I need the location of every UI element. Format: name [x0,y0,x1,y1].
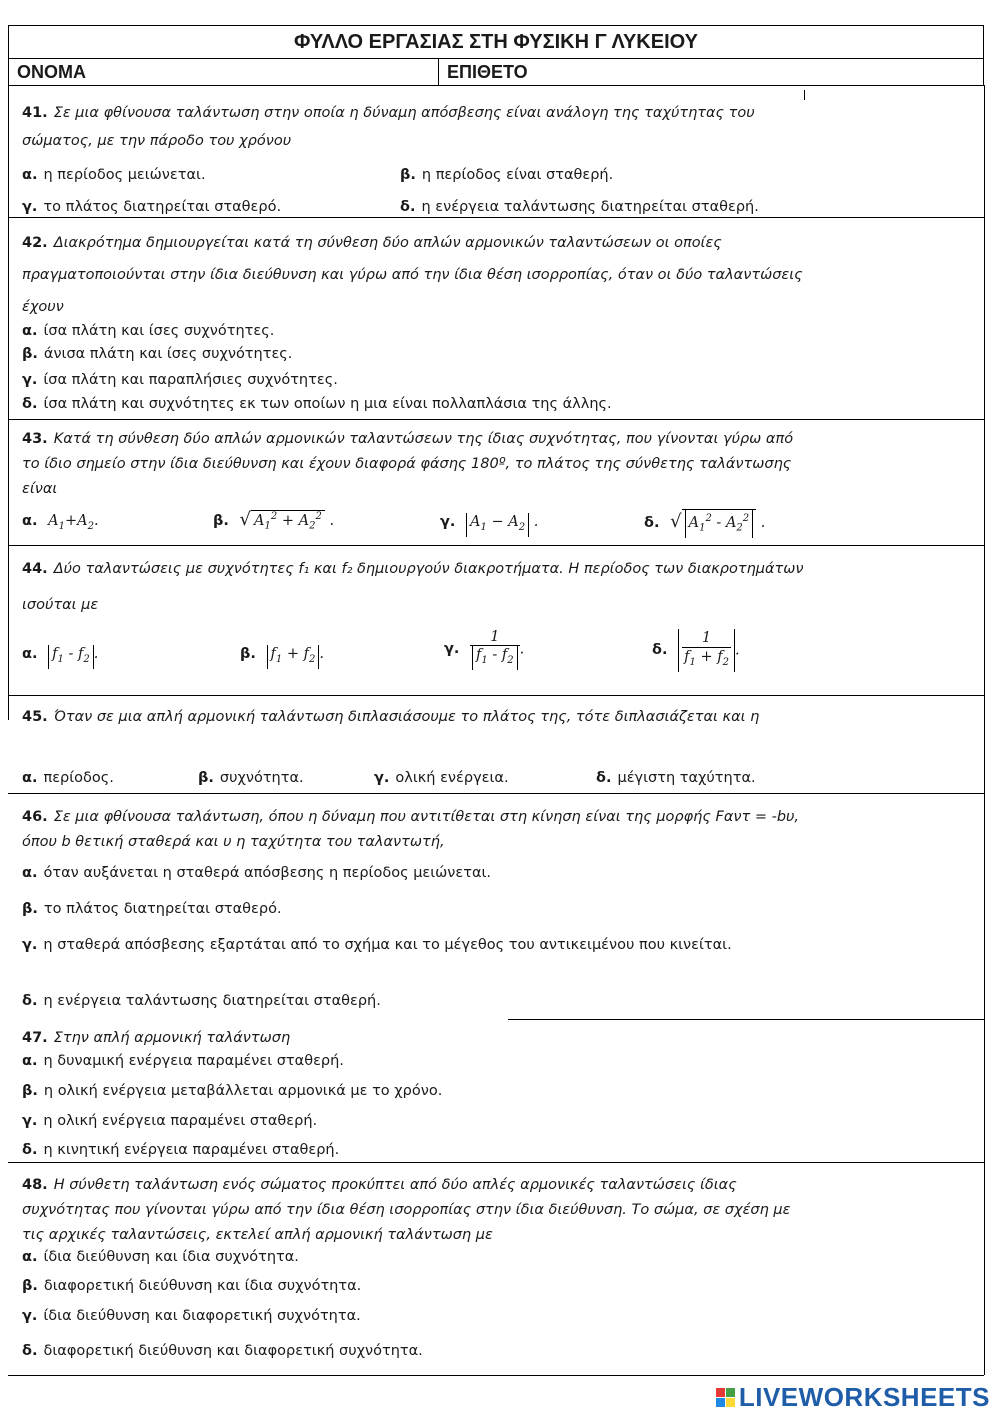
name-row [8,58,984,86]
q44-option-a[interactable]: α. $f_1 - f_2$ . [22,645,98,669]
q44-option-b[interactable]: β. $f_1 + f_2$ . [240,645,324,669]
left-border [8,85,9,720]
worksheet-title: ΦΥΛΛΟ ΕΡΓΑΣΙΑΣ ΣΤΗ ΦΥΣΙΚΗ Γ ΛΥΚΕΙΟΥ [8,25,984,59]
q48-option-c[interactable]: γ. ίδια διεύθυνση και διαφορετική συχνότητα. [22,1308,361,1324]
q43-b-formula: √ $A_1^2 + A_2^2$ . [239,509,335,532]
q46-option-d[interactable]: δ. η ενέργεια ταλάντωσης διατηρείται σταθερή. [22,993,381,1009]
q45-option-d[interactable]: δ. μέγιστη ταχύτητα. [596,770,756,786]
q45-option-a[interactable]: α. περίοδος. [22,770,114,786]
q48-option-a[interactable]: α. ίδια διεύθυνση και ίδια συχνότητα. [22,1249,299,1265]
question-41-stem: 41. Σε μια φθίνουσα ταλάντωση στην οποία η δύναμη απόσβεσης είναι ανάλογη της ταχύτητας του σώματος, με την πάροδο του χρόνου [22,105,755,149]
q43-option-c[interactable]: γ. $A_1 - A_2$ . [440,513,538,537]
q43-option-d[interactable]: δ. √ $A_1^2 - A_2^2$ . [644,509,765,538]
question-45-stem: 45. Όταν σε μια απλή αρμονική ταλάντωση διπλασιάσουμε το πλάτος της, τότε διπλασιάζεται και η [22,709,760,725]
q47-option-d[interactable]: δ. η κινητική ενέργεια παραμένει σταθερή. [22,1142,340,1158]
q48-option-d[interactable]: δ. διαφορετική διεύθυνση και διαφορετική συχνότητα. [22,1343,423,1359]
q45-option-b[interactable]: β. συχνότητα. [198,770,304,786]
q43-c-formula: $A_1 - A_2$ . [466,514,538,530]
q47-option-c[interactable]: γ. η ολική ενέργεια παραμένει σταθερή. [22,1113,318,1129]
q44-option-c[interactable]: γ. $\frac{1}{f_1 - f_2}$ . [444,629,524,670]
liveworksheets-brand [716,1382,990,1413]
q43-option-b[interactable]: β. √ $A_1^2 + A_2^2$ . [213,509,335,532]
liveworksheets-logo-icon [716,1388,735,1407]
question-47-stem: 47. Στην απλή αρμονική ταλάντωση [22,1030,291,1046]
q47-option-b[interactable]: β. η ολική ενέργεια μεταβάλλεται αρμονικά με το χρόνο. [22,1083,443,1099]
q44-option-d[interactable]: δ. $\frac{1}{f_1 + f_2}$ . [652,629,740,672]
q43-a-formula: $A_1+A_2$. [48,513,99,532]
q44-d-formula: $\frac{1}{f_1 + f_2}$ [678,629,735,672]
surname-field-label: ΕΠΙΘΕΤΟ [447,62,528,82]
divider-43 [8,545,984,546]
q47-option-a[interactable]: α. η δυναμική ενέργεια παραμένει σταθερή. [22,1053,344,1069]
q46-option-c[interactable]: γ. η σταθερά απόσβεσης εξαρτάται από το σχήμα και το μέγεθος του αντικειμένου που κινείται. [22,937,732,953]
q42-option-d[interactable]: δ. ίσα πλάτη και συχνότητες εκ των οποίων η μια είναι πολλαπλάσια της άλλης. [22,396,612,412]
q42-option-b[interactable]: β. άνισα πλάτη και ίσες συχνότητες. [22,346,293,362]
radical-symbol: √ [239,509,251,530]
question-48-stem: 48. Η σύνθετη ταλάντωση ενός σώματος προκύπτει από δύο απλές αρμονικές ταλαντώσεις ίδιας συχνότητας που γίνονται γύρω από την ίδια θέση ισορροπίας στην ίδια διεύθυνση. Το σώμα, σε σχέση με τις αρχικές ταλαντώσεις, εκτελεί απλή αρμονική ταλάντωση με [22,1177,791,1243]
name-field-label: ΟΝΟΜΑ [9,59,439,85]
q44-c-formula: $\frac{1}{f_1 - f_2}$ [470,629,520,670]
divider-47 [8,1162,984,1163]
q46-option-a[interactable]: α. όταν αυξάνεται η σταθερά απόσβεσης η περίοδος μειώνεται. [22,865,492,881]
divider-41 [8,217,984,218]
q41-option-b[interactable]: β. η περίοδος είναι σταθερή. [400,167,614,183]
radical-symbol: √ [670,510,682,532]
divider-42 [8,419,984,420]
q42-option-a[interactable]: α. ίσα πλάτη και ίσες συχνότητες. [22,323,275,339]
bottom-border [8,1375,984,1376]
question-46-stem: 46. Σε μια φθίνουσα ταλάντωση, όπου η δύναμη που αντιτίθεται στη κίνηση είναι της μορφής Fαντ = -bυ, όπου b θετική σταθερά και υ η ταχύτητα του ταλαντωτή, [22,809,800,850]
right-border [984,85,985,1375]
q42-option-c[interactable]: γ. ίσα πλάτη και παραπλήσιες συχνότητες. [22,372,338,388]
q48-option-b[interactable]: β. διαφορετική διεύθυνση και ίδια συχνότητα. [22,1278,362,1294]
question-44-stem: 44. Δύο ταλαντώσεις με συχνότητες f₁ και f₂ δημιουργούν διακροτήματα. Η περίοδος των διακροτημάτων ισούται με [22,561,804,613]
brand-name: LIVEWORKSHEETS [738,1382,990,1412]
divider-44 [8,695,984,696]
q44-b-formula: $f_1 + f_2$ . [267,646,324,662]
q41-option-a[interactable]: α. η περίοδος μειώνεται. [22,167,206,183]
question-43-stem: 43. Κατά τη σύνθεση δύο απλών αρμονικών ταλαντώσεων της ίδιας συχνότητας, που γίνονται γύρω από το ίδιο σημείο στην ίδια διεύθυνση και έχουν διαφορά φάσης 180º, το πλάτος της σύνθετης ταλάντωσης είναι [22,431,794,497]
q41-option-c[interactable]: γ. το πλάτος διατηρείται σταθερό. [22,199,282,215]
q43-d-formula: √ $A_1^2 - A_2^2$ . [670,515,765,531]
q46-option-b[interactable]: β. το πλάτος διατηρείται σταθερό. [22,901,282,917]
q41-option-d[interactable]: δ. η ενέργεια ταλάντωσης διατηρείται σταθερή. [400,199,759,215]
q45-option-c[interactable]: γ. ολική ενέργεια. [374,770,509,786]
worksheet [8,25,984,1375]
q43-option-a[interactable]: α. $A_1+A_2$. [22,513,99,532]
divider-45 [8,793,984,794]
q44-a-formula: $f_1 - f_2$ . [48,646,98,662]
divider-46 [508,1019,984,1020]
question-42-stem: 42. Διακρότημα δημιουργείται κατά τη σύνθεση δύο απλών αρμονικών ταλαντώσεων οι οποίες πραγματοποιούνται στην ίδια διεύθυνση και γύρω από την ίδια θέση ισορροπίας, όταν οι δύο ταλαντώσεις έχουν [22,235,803,315]
